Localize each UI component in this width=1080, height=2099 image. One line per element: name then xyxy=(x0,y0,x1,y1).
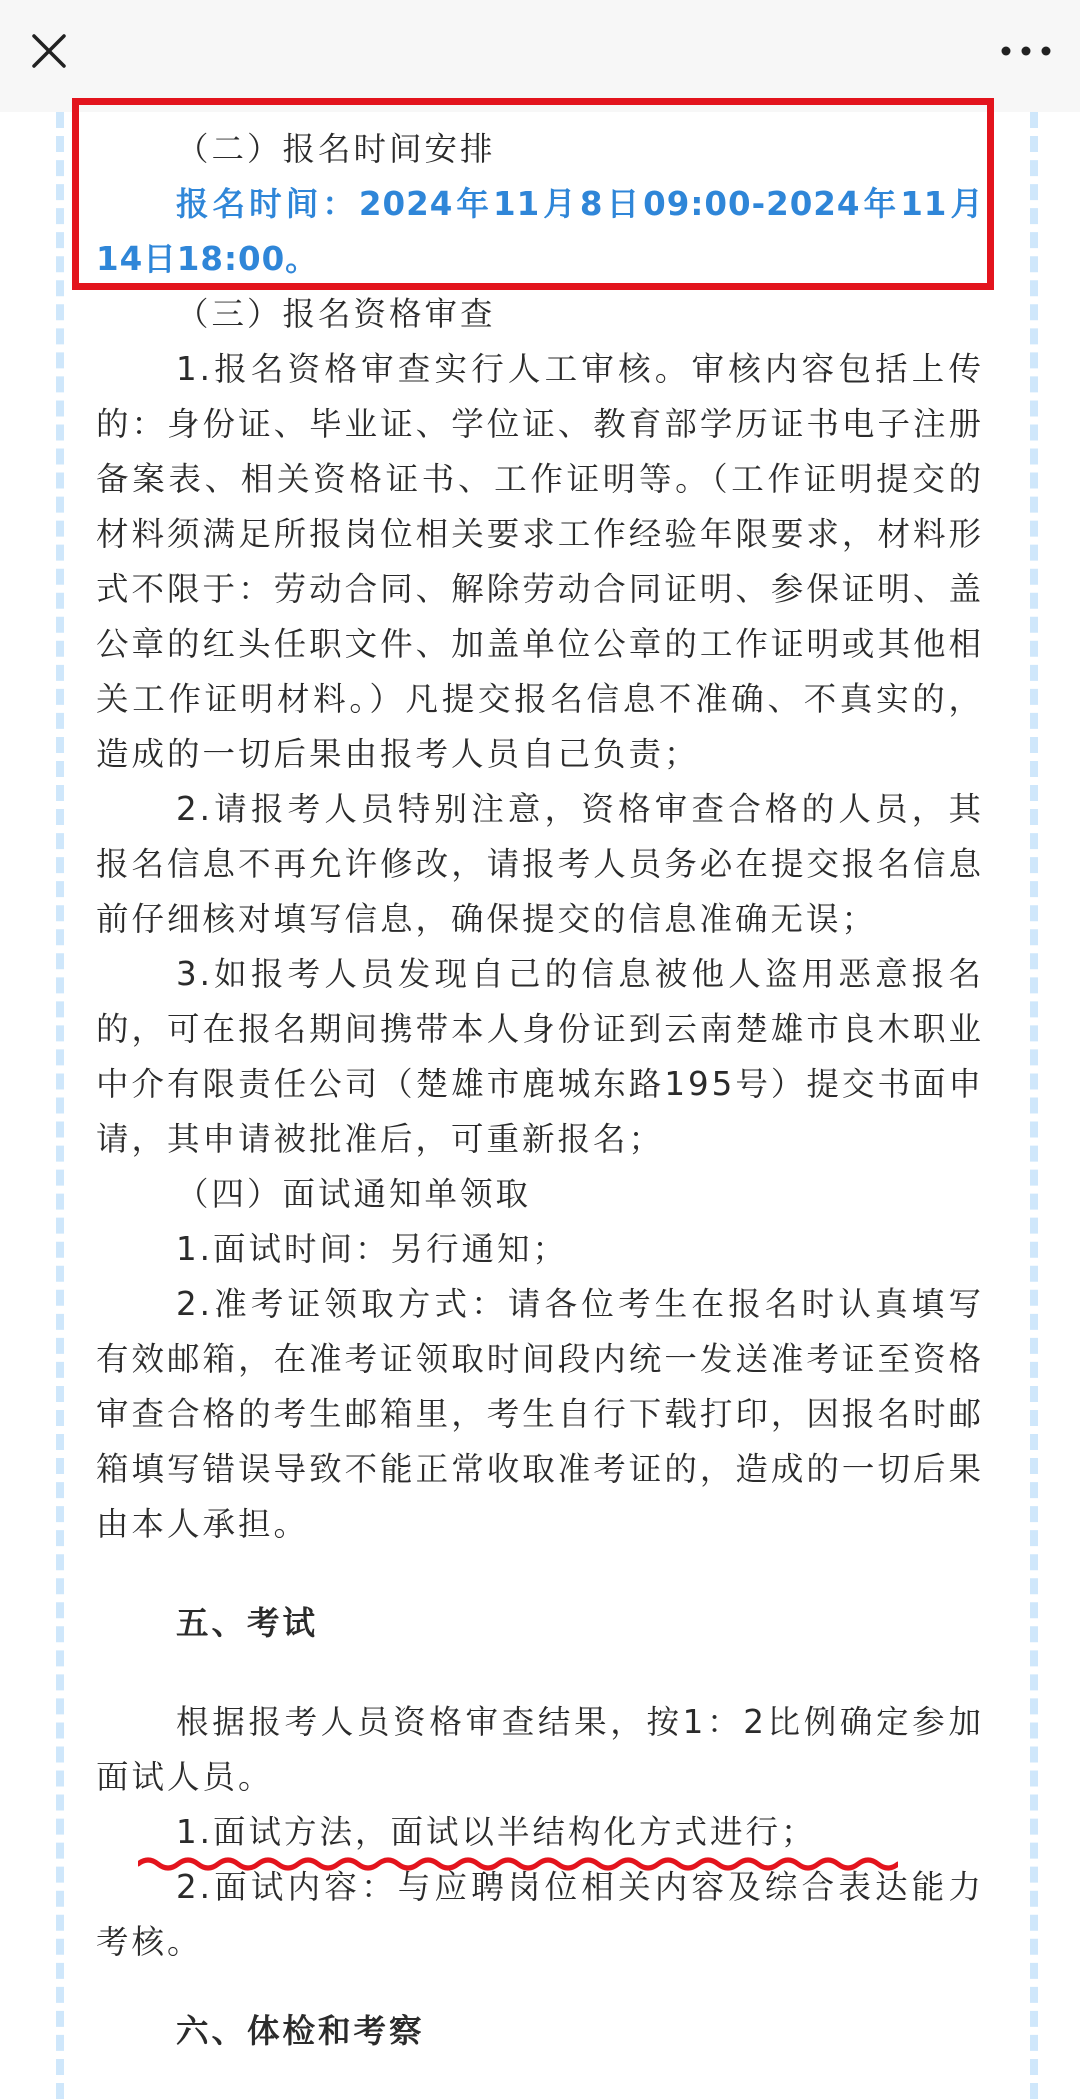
section-3-paragraph-2: 2.请报考人员特别注意，资格审查合格的人员，其报名信息不再允许修改，请报考人员务必在提交报名信息前仔细核对填写信息，确保提交的信息准确无误； xyxy=(96,790,984,938)
more-options-button[interactable] xyxy=(996,28,1056,74)
section-3-heading: （三）报名资格审查 xyxy=(176,295,496,333)
section-4-paragraph-1: 1.面试时间：另行通知； xyxy=(176,1230,569,1268)
section-4-paragraph-2: 2.准考证领取方式：请各位考生在报名时认真填写有效邮箱，在准考证领取时间段内统一发送准考证至资格审查合格的考生邮箱里，考生自行下载打印，因报名时邮箱填写错误导致不能正常收取准考证的，造成的一切后果由本人承担。 xyxy=(96,1285,984,1543)
close-button[interactable] xyxy=(24,26,74,76)
more-dots-icon xyxy=(996,28,1056,74)
section-2-heading: （二）报名时间安排 xyxy=(176,130,496,168)
section-3-paragraph-3: 3.如报考人员发现自己的信息被他人盗用恶意报名的，可在报名期间携带本人身份证到云南楚雄市良木职业中介有限责任公司（楚雄市鹿城东路195号）提交书面申请，其申请被批准后，可重新报名； xyxy=(96,955,984,1158)
section-3-paragraph-1: 1.报名资格审查实行人工审核。审核内容包括上传的：身份证、毕业证、学位证、教育部学历证书电子注册备案表、相关资格证书、工作证明等。（工作证明提交的材料须满足所报岗位相关要求工作经验年限要求，材料形式不限于：劳动合同、解除劳动合同证明、参保证明、盖公章的红头任职文件、加盖单位公章的工作证明或其他相关工作证明材料。）凡提交报名信息不准确、不真实的，造成的一切后果由报考人员自己负责； xyxy=(96,350,984,773)
top-bar xyxy=(0,0,1080,112)
exam-paragraph-1: 根据报考人员资格审查结果，按1：2比例确定参加面试人员。 xyxy=(96,1703,984,1796)
exam-paragraph-2: 1.面试方法，面试以半结构化方式进行； xyxy=(176,1813,817,1851)
highlight-box xyxy=(72,98,994,290)
heading-exam: 五、考试 xyxy=(176,1604,319,1642)
registration-time: 报名时间：2024年11月8日09:00-2024年11月14日18:00。 xyxy=(96,185,984,278)
wavy-underline xyxy=(138,1854,898,1874)
section-4-heading: （四）面试通知单领取 xyxy=(176,1175,532,1213)
close-icon xyxy=(24,26,74,76)
article-body xyxy=(96,112,984,2059)
exam-paragraph-3: 2.面试内容：与应聘岗位相关内容及综合表达能力考核。 xyxy=(96,1868,984,1961)
heading-physical-exam: 六、体检和考察 xyxy=(176,2012,425,2050)
